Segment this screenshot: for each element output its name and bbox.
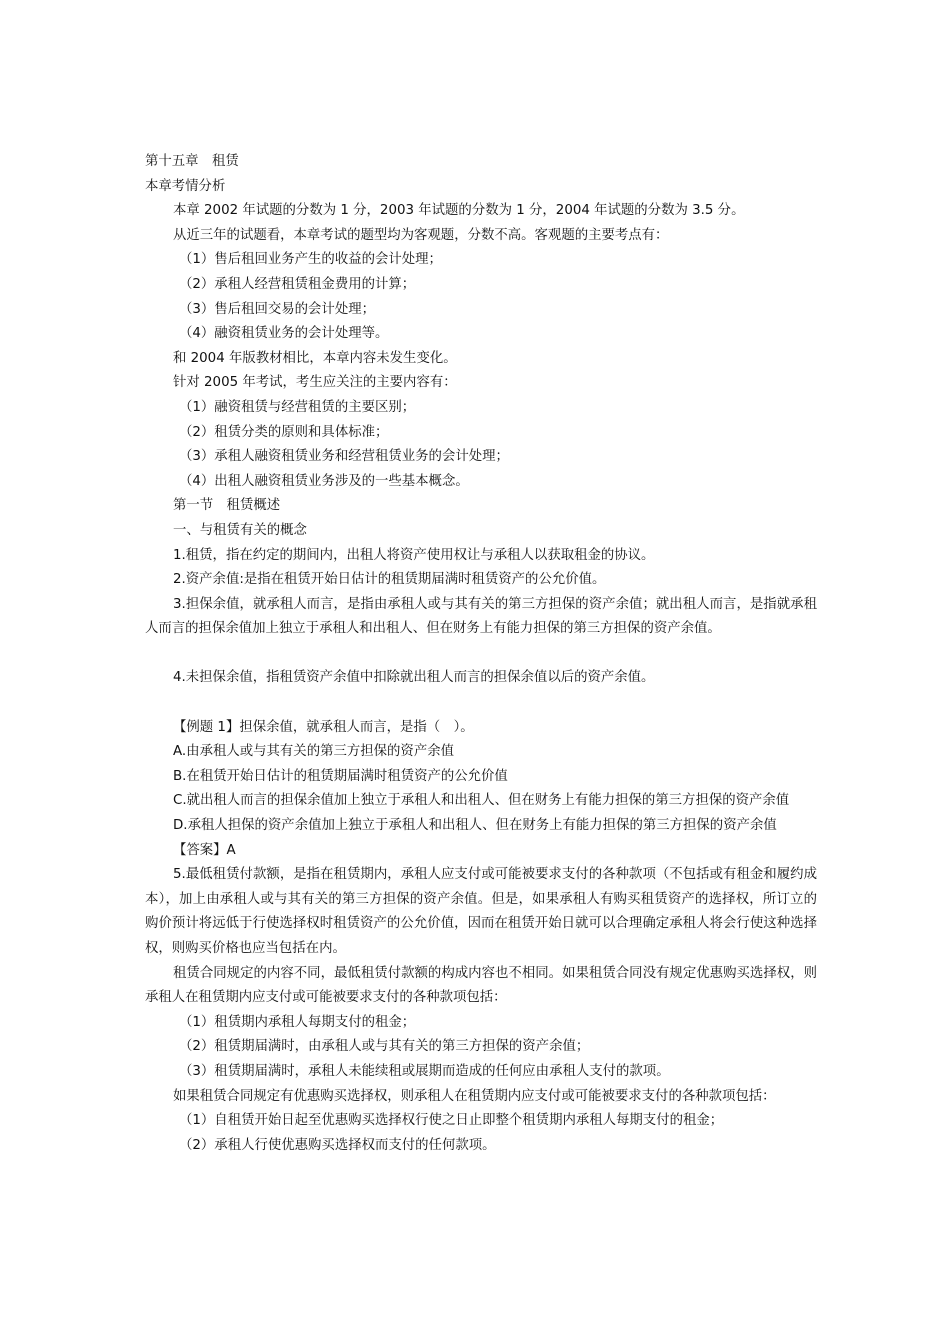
document-page (145, 150, 825, 1158)
key-point: （1）售后租回业务产生的收益的会计处理； (179, 252, 442, 268)
with-option-item: （1）自租赁开始日起至优惠购买选择权行使之日止即整个租赁期内承租人每期支付的租金； (179, 1113, 724, 1129)
with-option-item: （2）承租人行使优惠购买选择权而支付的任何款项。 (179, 1137, 496, 1153)
focus-point: （4）出租人融资租赁业务涉及的一些基本概念。 (179, 473, 469, 489)
example-option-a: A.由承租人或与其有关的第三方担保的资产余值 (173, 744, 454, 760)
blank-line (145, 642, 825, 667)
example-answer: 【答案】A (173, 842, 236, 858)
definition-5: 5.最低租赁付款额，是指在租赁期内，承租人应支付或可能被要求支付的各种款项（不包括或有租金和履约成本），加上由承租人或与其有关的第三方担保的资产余值。但是，如果承租人有购买租赁资产的选择权，所订立的购价预计将远低于行使选择权时租赁资产的公允价值，因而在租赁开始日就可以合理确定承租人将会行使这种选择权，则购买价格也应当包括在内。 (145, 867, 817, 956)
no-option-intro: 租赁合同规定的内容不同，最低租赁付款额的构成内容也不相同。如果租赁合同没有规定优惠购买选择权，则承租人在租赁期内应支付或可能被要求支付的各种款项包括： (145, 965, 817, 1006)
focus-point: （3）承租人融资租赁业务和经营租赁业务的会计处理； (179, 449, 509, 465)
no-option-item: （3）租赁期届满时，承租人未能续租或展期而造成的任何应由承租人支付的款项。 (179, 1063, 670, 1079)
example-option-c: C.就出租人而言的担保余值加上独立于承租人和出租人、但在财务上有能力担保的第三方担保的资产余值 (173, 793, 790, 809)
definition-3: 3.担保余值，就承租人而言，是指由承租人或与其有关的第三方担保的资产余值；就出租人而言，是指就承租人而言的担保余值加上独立于承租人和出租人、但在财务上有能力担保的第三方担保的资产余值。 (145, 596, 817, 637)
key-point: （3）售后租回交易的会计处理； (179, 301, 375, 317)
focus-intro: 针对 2005 年考试，考生应关注的主要内容有： (173, 375, 457, 391)
intro-line: 从近三年的试题看，本章考试的题型均为客观题，分数不高。客观题的主要考点有： (173, 227, 669, 243)
example-option-b: B.在租赁开始日估计的租赁期届满时租赁资产的公允价值 (173, 768, 508, 784)
blank-line (145, 691, 825, 716)
focus-point: （2）租赁分类的原则和具体标准； (179, 424, 389, 440)
analysis-heading: 本章考情分析 (145, 178, 226, 194)
key-point: （4）融资租赁业务的会计处理等。 (179, 326, 389, 342)
definition-2: 2.资产余值:是指在租赁开始日估计的租赁期届满时租赁资产的公允价值。 (173, 572, 606, 588)
change-note: 和 2004 年版教材相比，本章内容未发生变化。 (173, 350, 457, 366)
intro-line: 本章 2002 年试题的分数为 1 分，2003 年试题的分数为 1 分，2004 年试题的分数为 3.5 分。 (173, 203, 745, 219)
definition-4: 4.未担保余值，指租赁资产余值中扣除就出租人而言的担保余值以后的资产余值。 (173, 670, 655, 686)
example-option-d: D.承租人担保的资产余值加上独立于承租人和出租人、但在财务上有能力担保的第三方担保的资产余值 (173, 818, 777, 834)
definition-1: 1.租赁，指在约定的期间内，出租人将资产使用权让与承租人以获取租金的协议。 (173, 547, 655, 563)
no-option-item: （1）租赁期内承租人每期支付的租金； (179, 1014, 416, 1030)
focus-point: （1）融资租赁与经营租赁的主要区别； (179, 399, 416, 415)
chapter-title: 第十五章 租赁 (145, 154, 239, 169)
subsection-title: 一、与租赁有关的概念 (173, 522, 307, 538)
with-option-intro: 如果租赁合同规定有优惠购买选择权，则承租人在租赁期内应支付或可能被要求支付的各种款项包括： (173, 1088, 776, 1104)
section-title: 第一节 租赁概述 (173, 498, 281, 514)
key-point: （2）承租人经营租赁租金费用的计算； (179, 276, 416, 292)
no-option-item: （2）租赁期届满时，由承租人或与其有关的第三方担保的资产余值； (179, 1039, 590, 1055)
example-question: 【例题 1】担保余值，就承租人而言，是指（ ）。 (173, 719, 474, 735)
